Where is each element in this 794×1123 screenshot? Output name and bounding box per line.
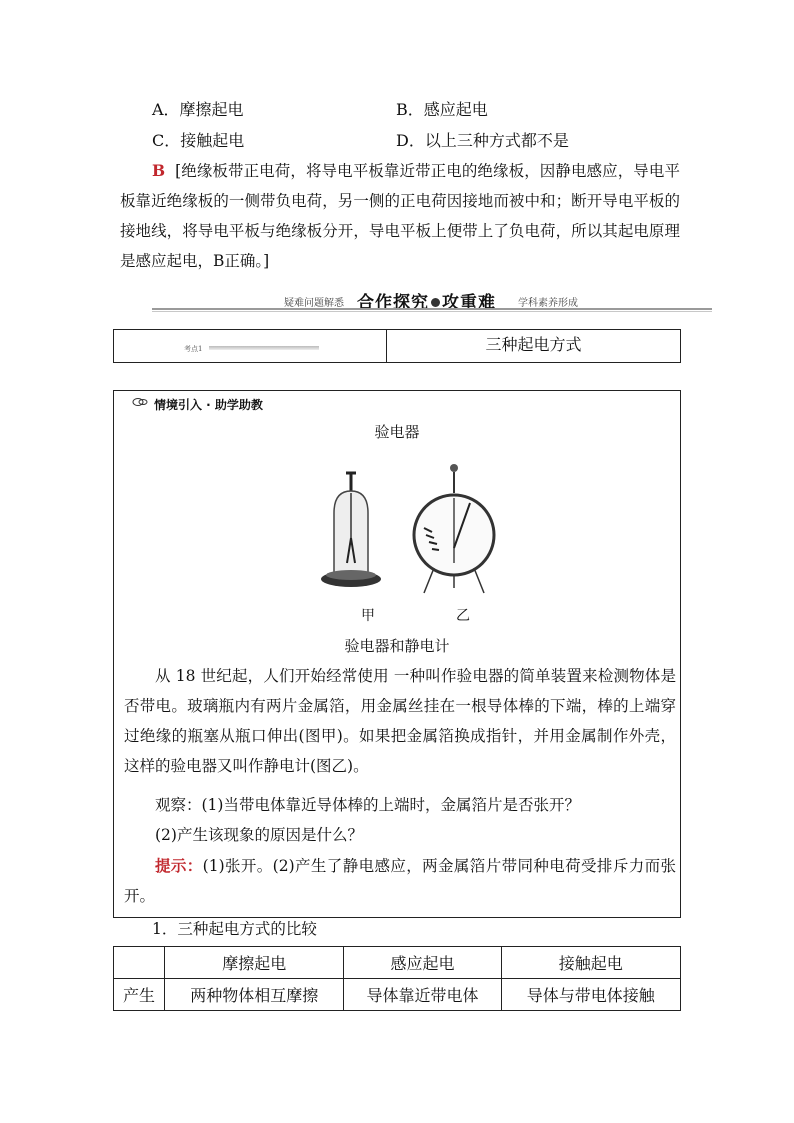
- electrometer-illustration: [414, 464, 494, 593]
- banner-left-text: 疑难问题解悉: [284, 298, 344, 309]
- table-header-row: [114, 947, 681, 979]
- hint-label: 提示：: [155, 856, 203, 875]
- topic-title: 三种起电方式: [485, 335, 582, 354]
- figure-caption: 验电器和静电计: [344, 637, 450, 655]
- banner-title-b: 攻重难: [442, 293, 496, 313]
- option-b: B．感应起电: [396, 100, 488, 119]
- figure-label-yi: 乙: [456, 608, 470, 624]
- answer-explanation: [120, 156, 680, 276]
- table-cell: 导体靠近带电体: [344, 979, 501, 1011]
- section-banner: [152, 288, 712, 312]
- table-header-cell: 感应起电: [344, 947, 501, 979]
- context-head: 情境引入 · 助学助教: [154, 398, 263, 412]
- topic-header: [113, 329, 681, 363]
- context-paragraph-text: 从 18 世纪起，人们开始经常使用 一种叫作验电器的简单装置来检测物体是否带电。玻璃瓶内有两片金属箔，用金属丝挂在一根导体棒的下端，棒的上端穿过绝缘的瓶塞从瓶口伸出(图甲)。如果把金属箔换成指针，并用金属制作外壳，这样的验电器又叫作静电计(图乙)。: [124, 667, 676, 775]
- table-cell: 导体与带电体接触: [501, 979, 680, 1011]
- option-a: A．摩擦起电: [152, 100, 244, 119]
- banner-right-text: 学科素养形成: [518, 298, 578, 309]
- electroscope-figure: [304, 453, 524, 603]
- table-header-cell: 接触起电: [501, 947, 680, 979]
- answer-text: [绝缘板带正电荷，将导电平板靠近带正电的绝缘板，因静电感应，导电平板靠近绝缘板的一侧带负电荷，另一侧的正电荷因接地而被中和；断开导电平板的接地线，将导电平板与绝缘板分开，导电平板上便带上了负电荷，所以其起电原理是感应起电，B正确。]: [120, 162, 680, 270]
- banner-rule: [152, 308, 712, 310]
- section-heading: 1．三种起电方式的比较: [152, 920, 317, 938]
- topic-tag-bar: [209, 346, 319, 350]
- table-cell: 产生: [114, 979, 165, 1011]
- context-paragraph: [124, 661, 676, 781]
- figure-label-jia: 甲: [361, 608, 375, 624]
- option-c: C．接触起电: [152, 131, 245, 150]
- banner-title-a: 合作探究: [357, 293, 429, 313]
- banner-rule-thin: [152, 311, 712, 312]
- topic-tag: 考点1: [184, 345, 203, 353]
- table-row: [114, 979, 681, 1011]
- banner-dot-icon: [431, 298, 440, 307]
- electroscope-jar-illustration: [321, 473, 381, 587]
- topic-tag-cell: [114, 330, 387, 362]
- context-box: [113, 390, 681, 918]
- table-header-cell: [114, 947, 165, 979]
- table-cell: 两种物体相互摩擦: [165, 979, 344, 1011]
- hint-text: (1)张开。(2)产生了静电感应，两金属箔片带同种电荷受排斥力而张开。: [124, 857, 676, 905]
- comparison-table: [113, 946, 681, 1011]
- observe-question-1: 观察：(1)当带电体靠近导体棒的上端时，金属箔片是否张开？: [155, 796, 580, 814]
- leaf-icon: [132, 396, 148, 408]
- observe-question-2: (2)产生该现象的原因是什么？: [155, 826, 363, 844]
- table-header-cell: 摩擦起电: [165, 947, 344, 979]
- hint-block: [124, 851, 676, 911]
- answer-letter: B: [152, 161, 166, 180]
- option-d: D．以上三种方式都不是: [396, 131, 569, 150]
- context-title: 验电器: [374, 423, 420, 441]
